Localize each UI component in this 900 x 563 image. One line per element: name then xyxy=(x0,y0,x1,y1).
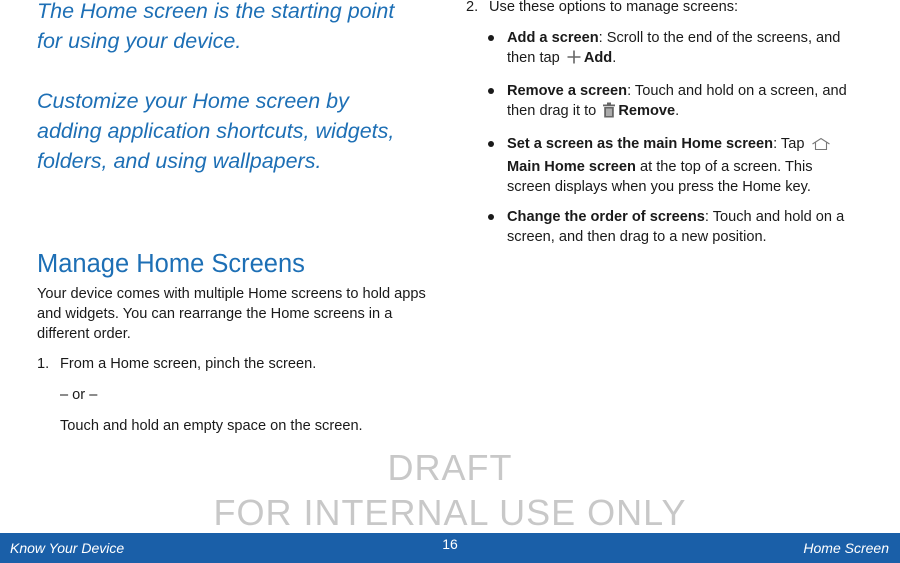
option-text: : Touch and hold on a screen, and then drag to a new position. xyxy=(507,209,845,245)
watermark-internal-use: FOR INTERNAL USE ONLY xyxy=(213,492,687,533)
or-separator: – or – xyxy=(60,387,98,403)
bullet-dot xyxy=(488,35,494,41)
step-1-alternative: Touch and hold an empty space on the screen. xyxy=(60,418,363,434)
step-2-number: 2. xyxy=(466,0,479,15)
trash-icon xyxy=(602,102,616,124)
option-end: at the top of a screen. This screen displays when you press the Home key. xyxy=(507,159,813,195)
option-text: : Tap xyxy=(773,136,805,152)
option-icon-label: Main Home screen xyxy=(507,159,636,175)
option-text: : Touch and hold on a screen, and then drag it to xyxy=(507,83,847,119)
page-number: 16 xyxy=(442,536,458,552)
option-end: . xyxy=(675,103,680,119)
footer-section: Home Screen xyxy=(803,540,889,556)
options-list xyxy=(488,28,858,257)
intro-text xyxy=(37,0,407,176)
bullet-dot xyxy=(488,141,494,147)
option-title: Change the order of screens xyxy=(507,209,705,225)
bullet-dot xyxy=(488,88,494,94)
option-title: Remove a screen xyxy=(507,83,628,99)
intro-line-1: The Home screen is the starting point for using your device. xyxy=(37,0,395,53)
footer-chapter: Know Your Device xyxy=(10,540,125,556)
intro-line-2: Customize your Home screen by adding application shortcuts, widgets, folders, and using wallpapers. xyxy=(37,89,395,173)
section-description: Your device comes with multiple Home screens to hold apps and widgets. You can rearrange the Home screens in a different order. xyxy=(37,286,426,342)
step-2 xyxy=(466,0,738,17)
step-1 xyxy=(37,354,429,374)
list-item xyxy=(488,207,858,247)
home-icon xyxy=(811,137,831,157)
page-footer xyxy=(0,533,900,563)
list-item xyxy=(488,134,858,197)
watermark-draft: DRAFT xyxy=(387,447,513,488)
option-title: Add a screen xyxy=(507,30,599,46)
step-1-number: 1. xyxy=(37,356,50,372)
plus-icon xyxy=(566,49,582,71)
option-icon-label: Remove xyxy=(618,103,676,119)
list-item xyxy=(488,81,858,124)
step-2-text: Use these options to manage screens: xyxy=(489,0,739,15)
step-1-text: From a Home screen, pinch the screen. xyxy=(60,356,317,372)
bullet-dot xyxy=(488,214,494,220)
option-icon-label: Add xyxy=(583,50,613,66)
option-title: Set a screen as the main Home screen xyxy=(507,136,774,152)
section-title: Manage Home Screens xyxy=(37,250,305,278)
option-text: : Scroll to the end of the screens, and then tap xyxy=(507,30,841,66)
option-end: . xyxy=(612,50,617,66)
section-body xyxy=(37,284,429,436)
list-item xyxy=(488,28,858,71)
